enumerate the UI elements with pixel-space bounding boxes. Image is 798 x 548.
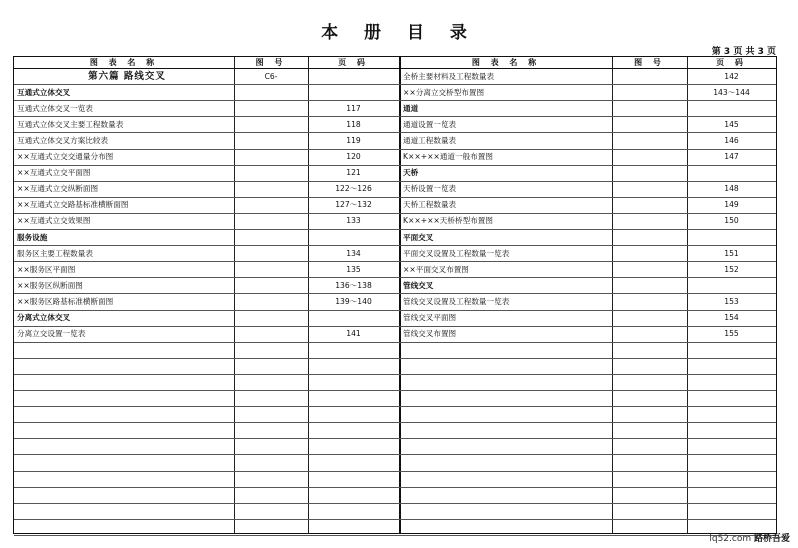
left-row-page	[308, 229, 399, 246]
row-rule	[14, 471, 776, 472]
right-row-name: K××+××通道一般布置图	[403, 152, 493, 161]
left-row-code: C6-	[264, 71, 278, 81]
right-row-page: 153	[724, 296, 739, 306]
watermark-brand: 路桥吾爱	[753, 534, 790, 544]
left-row-name: ××服务区纵断面图	[17, 280, 83, 290]
left-row-page: 118	[346, 119, 361, 129]
right-row-name: 管线交叉布置图	[403, 329, 457, 339]
right-row-code	[612, 325, 687, 342]
right-row-page	[687, 229, 776, 246]
row-rule	[14, 487, 776, 488]
right-row-page: 146	[724, 135, 739, 145]
watermark-site: lq52.com	[709, 534, 752, 544]
right-row-code	[612, 180, 687, 197]
right-row-name: 通道工程数量表	[403, 135, 457, 145]
header-name-left: 图 表 名 称	[89, 58, 159, 67]
row-rule	[14, 406, 776, 407]
left-row-code	[234, 196, 308, 213]
right-row-name: 平面交叉设置及工程数量一览表	[403, 248, 510, 258]
left-row-page: 134	[346, 248, 361, 258]
header-page-left: 页 码	[338, 58, 369, 67]
right-row-name: 管线交叉设置及工程数量一览表	[403, 296, 510, 306]
left-row-code	[234, 180, 308, 197]
left-row-code	[234, 212, 308, 229]
right-row-page: 147	[724, 152, 739, 161]
row-rule	[14, 503, 776, 504]
right-row-page: 149	[724, 200, 739, 210]
left-row-name: 互通式立体交叉方案比较表	[17, 135, 109, 145]
left-row-code	[234, 132, 308, 149]
left-row-page: 135	[346, 264, 361, 274]
right-row-code	[612, 100, 687, 117]
right-row-code	[612, 212, 687, 229]
right-row-code	[612, 196, 687, 213]
right-row-name: 平面交叉	[403, 232, 434, 242]
left-row-code	[234, 325, 308, 342]
right-row-code	[612, 309, 687, 326]
right-row-name: ××分离立交桥型布置图	[403, 87, 485, 97]
right-row-code	[612, 68, 687, 85]
row-rule	[14, 422, 776, 423]
right-row-code	[612, 148, 687, 165]
left-row-code	[234, 229, 308, 246]
left-row-name: ××互通式立交交通量分布图	[17, 152, 114, 161]
right-row-name: 通道	[403, 103, 419, 113]
right-row-page	[687, 277, 776, 294]
left-row-name: 服务设施	[17, 232, 48, 242]
left-row-page	[308, 68, 399, 85]
right-row-name: 全桥主要材料及工程数量表	[403, 71, 495, 81]
left-row-name: 分离式立体交叉	[17, 313, 71, 322]
header-name-right: 图 表 名 称	[471, 58, 541, 67]
left-row-code	[234, 293, 308, 310]
contents-table	[13, 56, 777, 534]
left-row-name: 互通式立体交叉主要工程数量表	[17, 119, 124, 129]
right-row-code	[612, 277, 687, 294]
left-row-page: 136～138	[335, 280, 372, 290]
left-row-code	[234, 245, 308, 262]
right-row-name: 通道设置一览表	[403, 119, 457, 129]
page-title: 本 册 目 录	[321, 23, 477, 43]
right-row-code	[612, 116, 687, 133]
right-row-name: K××+××天桥桥型布置图	[403, 216, 493, 226]
right-row-page: 155	[724, 329, 739, 339]
right-row-page: 152	[724, 264, 739, 274]
right-row-name: 天桥工程数量表	[403, 200, 457, 210]
left-row-name: ××互通式立交纵断面图	[17, 184, 99, 194]
left-row-code	[234, 309, 308, 326]
right-row-name: ××平面交叉布置图	[403, 264, 469, 274]
left-row-code	[234, 277, 308, 294]
left-row-page	[308, 84, 399, 101]
right-row-page: 151	[724, 248, 739, 258]
right-row-code	[612, 84, 687, 101]
watermark	[709, 531, 790, 544]
right-row-code	[612, 164, 687, 181]
right-row-code	[612, 132, 687, 149]
left-row-page: 139～140	[335, 296, 372, 306]
right-row-name: 天桥	[403, 168, 419, 178]
right-row-code	[612, 229, 687, 246]
left-row-page: 120	[346, 152, 361, 161]
left-row-page: 141	[346, 329, 361, 339]
left-row-code	[234, 84, 308, 101]
left-row-page: 122～126	[335, 184, 372, 194]
row-rule	[14, 454, 776, 455]
right-row-page: 145	[724, 119, 739, 129]
left-row-name: 互通式立体交叉一览表	[17, 103, 93, 113]
left-row-page	[308, 309, 399, 326]
left-row-name: 服务区主要工程数量表	[17, 248, 93, 258]
row-rule	[14, 438, 776, 439]
left-row-code	[234, 164, 308, 181]
right-row-code	[612, 261, 687, 278]
left-row-name: ××服务区路基标准横断面图	[17, 296, 114, 306]
row-rule	[14, 519, 776, 520]
right-row-name: 管线交叉平面图	[403, 313, 457, 322]
left-row-name: 第六篇 路线交叉	[88, 70, 166, 82]
left-row-page: 117	[346, 103, 361, 113]
left-row-page: 127～132	[335, 200, 372, 210]
page-number-info: 第 3 页 共 3 页	[711, 47, 776, 57]
row-rule	[14, 358, 776, 359]
right-row-page: 150	[724, 216, 739, 226]
left-row-name: ××互通式立交路基标准横断面图	[17, 200, 129, 210]
left-row-code	[234, 148, 308, 165]
left-row-code	[234, 116, 308, 133]
right-row-code	[612, 293, 687, 310]
right-row-code	[612, 245, 687, 262]
header-page-right: 页 码	[716, 58, 747, 67]
left-row-page: 119	[346, 135, 361, 145]
left-row-name: ××服务区平面图	[17, 264, 76, 274]
right-row-name: 管线交叉	[403, 280, 434, 290]
right-row-name: 天桥设置一览表	[403, 184, 457, 194]
right-row-page: 148	[724, 184, 739, 194]
row-rule	[14, 390, 776, 391]
left-row-name: ××互通式立交平面图	[17, 168, 91, 178]
left-row-name: 互通式立体交叉	[17, 87, 71, 97]
left-row-page: 121	[346, 168, 361, 178]
left-row-page: 133	[346, 216, 361, 226]
left-row-code	[234, 261, 308, 278]
right-row-page: 142	[724, 71, 739, 81]
left-row-name: 分离立交设置一览表	[17, 329, 86, 339]
row-rule	[14, 535, 776, 536]
right-row-page	[687, 100, 776, 117]
right-row-page: 143～144	[713, 87, 750, 97]
right-row-page	[687, 164, 776, 181]
left-row-name: ××互通式立交效果图	[17, 216, 91, 226]
left-row-code	[234, 100, 308, 117]
header-code-right: 图 号	[634, 58, 665, 67]
row-rule	[14, 374, 776, 375]
header-code-left: 图 号	[255, 58, 287, 67]
right-row-page: 154	[724, 313, 739, 322]
